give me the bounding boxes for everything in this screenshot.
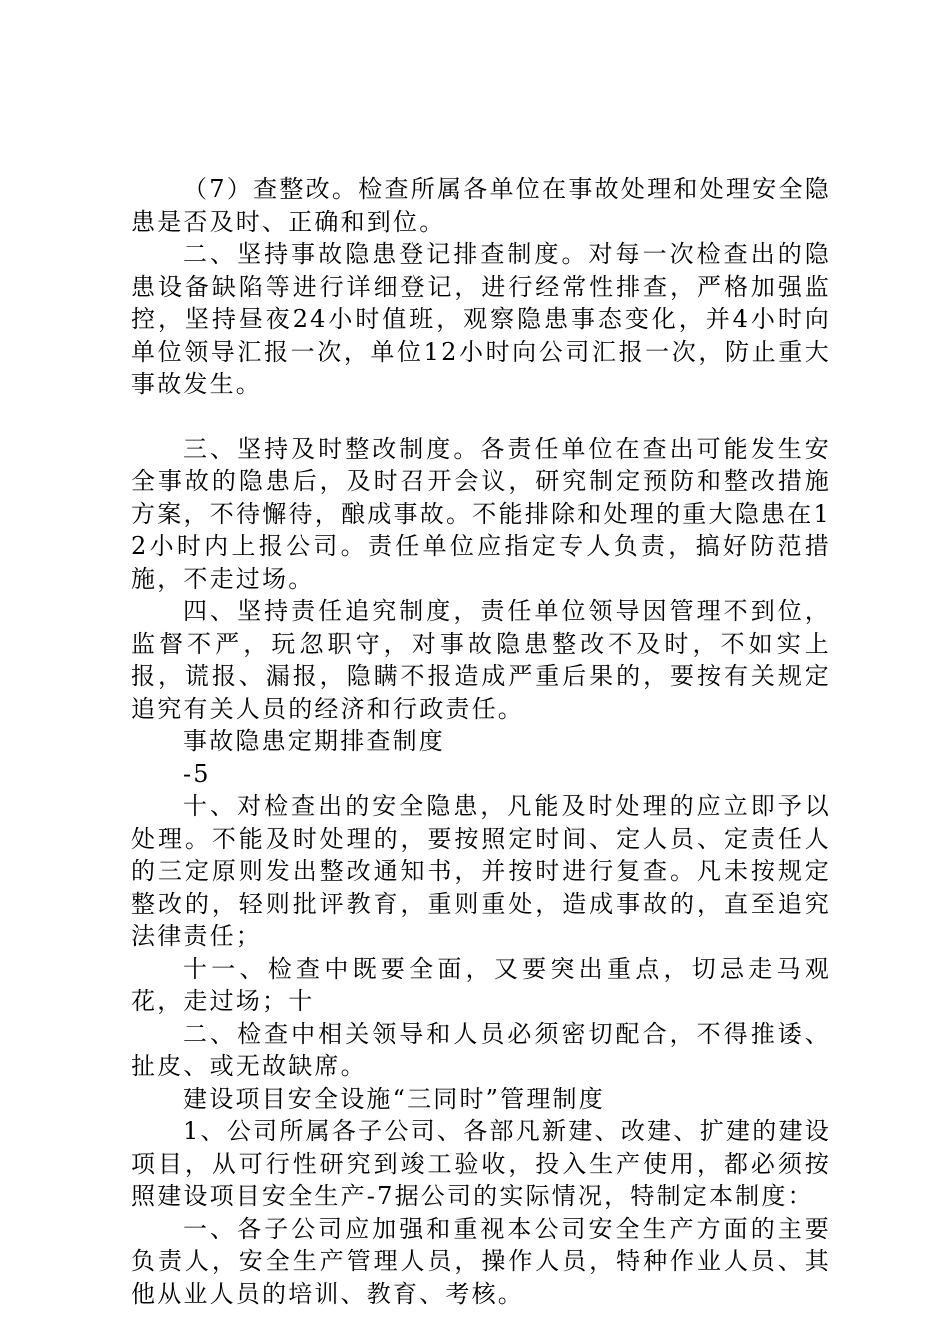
paragraph-inspection-rectification: （7）查整改。检查所属各单位在事故处理和处理安全隐患是否及时、正确和到位。 [131,175,831,236]
paragraph-timely-rectification: 三、坚持及时整改制度。各责任单位在查出可能发生安全事故的隐患后，及时召开会议，研究制定预防和整改措施方案，不待懈待，酿成事故。不能排除和处理的重大隐患在12小时内上报公司。责任单位应指定专人负责，搞好防范措施，不走过场。 [131,434,831,593]
paragraph-hazard-registration: 二、坚持事故隐患登记排查制度。对每一次检查出的隐患设备缺陷等进行详细登记，进行经常性排查，严格加强监控，坚持昼夜24小时值班，观察隐患事态变化，并4小时向单位领导汇报一次，单位12小时向公司汇报一次，防止重大事故发生。 [131,240,831,398]
paragraph-construction-projects: 1、公司所属各子公司、各部凡新建、改建、扩建的建设项目，从可行性研究到竣工验收，投入生产使用，都必须按照建设项目安全生产-7据公司的实际情况，特制定本制度： [131,1117,831,1210]
page-marker: -5 [183,759,211,788]
section-heading-three-simultaneous: 建设项目安全设施“三同时”管理制度 [183,1084,605,1113]
paragraph-training: 一、各子公司应加强和重视本公司安全生产方面的主要负责人，安全生产管理人员，操作人员，特种作业人员、其他从业人员的培训、教育、考核。 [131,1214,831,1308]
paragraph-accountability: 四、坚持责任追究制度，责任单位领导因管理不到位，监督不严，玩忽职守，对事故隐患整改不及时，不如实上报，谎报、漏报，隐瞒不报造成严重后果的，要按有关规定追究有关人员的经济和行政责任。 [131,597,831,723]
document-body [131,173,831,1310]
paragraph-item-eleven: 十一、检查中既要全面，又要突出重点，切忌走马观花，走过场；十 [131,954,831,1015]
paragraph-item-twelve: 二、检查中相关领导和人员必须密切配合，不得推诿、扯皮、或无故缺席。 [131,1019,831,1080]
paragraph-item-ten: 十、对检查出的安全隐患，凡能及时处理的应立即予以处理。不能及时处理的，要按照定时间、定人员、定责任人的三定原则发出整改通知书，并按时进行复查。凡未按规定整改的，轻则批评教育，重则重处，造成事故的，直至追究法律责任； [131,792,831,950]
section-heading-hazard-inspection: 事故隐患定期排查制度 [183,727,445,755]
